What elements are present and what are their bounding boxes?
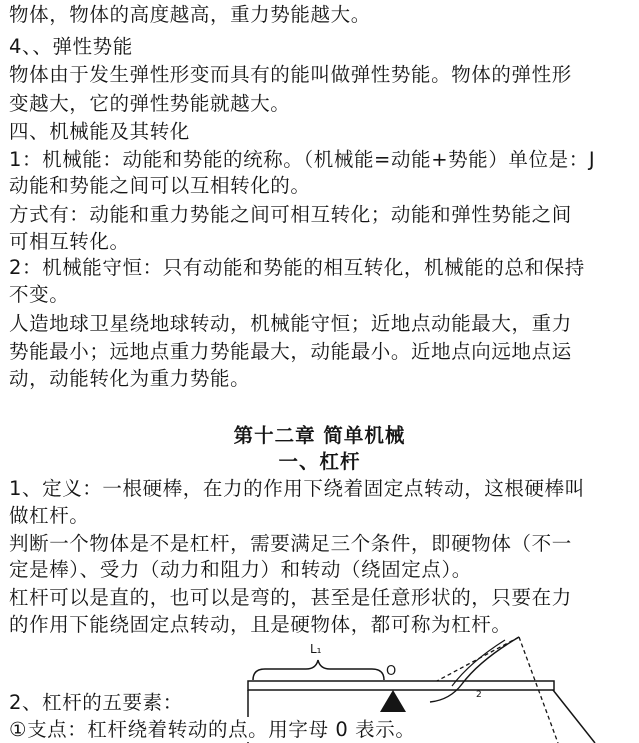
- label-small: 2: [476, 690, 482, 700]
- text-line: 动能和势能之间可以互相转化的。: [9, 174, 311, 197]
- text-line: 人造地球卫星绕地球转动，机械能守恒；近地点动能最大，重力: [9, 312, 572, 335]
- curved-arm: [430, 637, 519, 702]
- text-line: 变越大，它的弹性势能就越大。: [9, 92, 291, 115]
- text-line: 1、定义：一根硬棒，在力的作用下绕着固定点转动，这根硬棒叫: [9, 477, 585, 500]
- text-line: 做杠杆。: [9, 504, 90, 527]
- label-o: O: [386, 664, 397, 679]
- text-line: 动，动能转化为重力势能。: [9, 367, 251, 390]
- text-line: 不变。: [9, 283, 70, 306]
- text-line: 物体由于发生弹性形变而具有的能叫做弹性势能。物体的弹性形: [9, 63, 572, 86]
- text-line: 2：机械能守恒：只有动能和势能的相互转化，机械能的总和保持: [9, 256, 585, 279]
- force-line-right: [553, 690, 595, 743]
- text-line: 方式有：动能和重力势能之间可相互转化；动能和弹性势能之间: [9, 203, 572, 226]
- text-line: 的作用下能绕固定点转动，且是硬物体，都可称为杠杆。: [9, 613, 512, 636]
- text-line: 1：机械能：动能和势能的统称。（机械能=动能+势能）单位是：J: [9, 148, 596, 171]
- chapter-title: 第十二章 简单机械: [233, 424, 406, 447]
- section-title: 一、杠杆: [278, 450, 361, 473]
- text-line: 物体，物体的高度越高，重力势能越大。: [9, 3, 371, 26]
- text-line: 势能最小；远地点重力势能最大，动能最小。近地点向远地点运: [9, 340, 572, 363]
- curved-arm-2: [452, 640, 505, 686]
- text-line: 4、、弹性势能: [9, 35, 133, 58]
- label-l1: L₁: [310, 642, 322, 656]
- five-elements-heading: 2、杠杆的五要素：: [9, 691, 183, 714]
- fulcrum-triangle: [380, 690, 406, 712]
- text-line: 杠杆可以是直的，也可以是弯的，甚至是任意形状的，只要在力: [9, 586, 572, 609]
- text-line: 判断一个物体是不是杠杆，需要满足三个条件，即硬物体（不一: [9, 532, 572, 555]
- text-line: 可相互转化。: [9, 230, 130, 253]
- fulcrum-definition: ①支点：杠杆绕着转动的点。用字母 0 表示。: [9, 718, 416, 741]
- text-line: 定是棒）、受力（动力和阻力）和转动（绕固定点）。: [9, 558, 472, 581]
- text-line: 四、机械能及其转化: [9, 120, 190, 143]
- l1-brace: [253, 660, 384, 680]
- lever-bar: [248, 681, 554, 690]
